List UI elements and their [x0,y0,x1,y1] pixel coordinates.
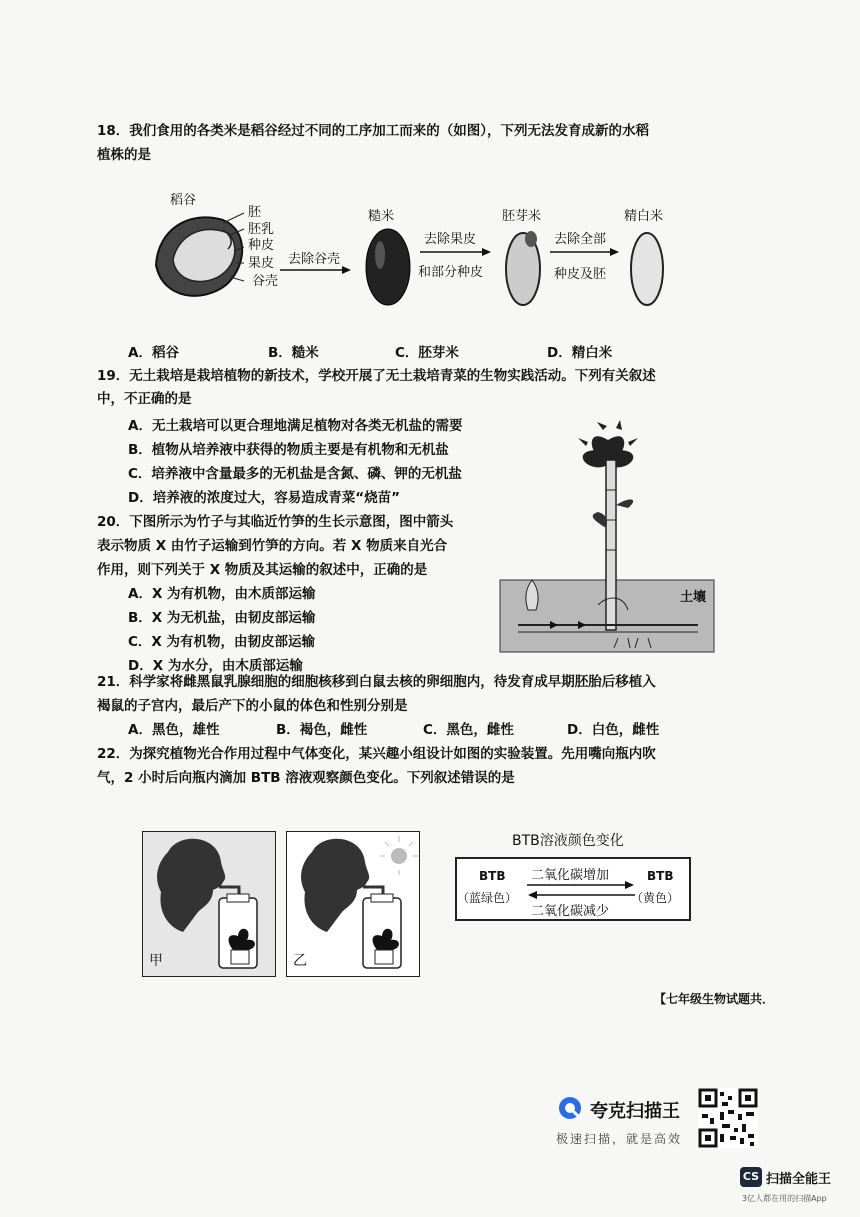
panel-yi [286,831,420,977]
q19-option-a: A．无土栽培可以更合理地满足植物对各类无机盐的需要 [128,418,463,434]
arrow-left-icon [527,891,635,899]
qr-code-icon [698,1088,758,1148]
page-note: 【七年级生物试题共． [654,992,775,1006]
q20-option-d: D．X 为水分，由木质部运输 [128,658,303,674]
arrow-right-icon [527,881,635,889]
panel-yi-label: 乙 [293,953,307,969]
btb-diagram [455,857,691,921]
part-pericarp: 果皮 [248,256,275,271]
q18-option-d: D．精白米 [547,345,613,361]
q20-stem-line1: 20．下图所示为竹子与其临近竹笋的生长示意图，图中箭头 [97,514,454,530]
part-husk: 谷壳 [252,274,279,289]
btb-left-label: BTB [479,869,506,883]
arrow-icon [550,247,620,257]
btb-title: BTB溶液颜色变化 [512,833,624,849]
white-rice-label: 精白米 [624,209,664,224]
q21-option-d: D．白色，雌性 [567,722,660,738]
step2-line2: 和部分种皮 [418,265,484,280]
btb-right-color: （黄色） [631,891,680,905]
part-seed-coat: 种皮 [248,238,275,253]
q21-option-b: B．褐色，雌性 [276,722,368,738]
step3-line2: 种皮及胚 [554,267,607,282]
step3-line1: 去除全部 [554,232,607,247]
q19-option-d: D．培养液的浓度过大，容易造成青菜“烧苗” [128,490,400,506]
q18-option-c: C．胚芽米 [395,345,459,361]
part-embryo: 胚 [248,205,262,220]
step1-label: 去除谷壳 [288,252,341,267]
co2-decrease-label: 二氧化碳减少 [531,904,610,919]
cs-name: 扫描全能王 [766,1172,832,1187]
germ-rice-drawing [498,225,548,310]
part-endosperm: 胚乳 [248,222,275,237]
rice-grain-drawing [148,205,258,305]
q18-stem-line1: 18．我们食用的各类米是稻谷经过不同的工序加工而来的（如图），下列无法发育成新的水稻 [97,123,650,139]
germ-rice-label: 胚芽米 [502,209,542,224]
q20-option-c: C．X 为有机物，由韧皮部运输 [128,634,316,650]
q22-stem-line2: 气，2 小时后向瓶内滴加 BTB 溶液观察颜色变化。下列叙述错误的是 [97,770,515,786]
q21-option-a: A．黑色，雄性 [128,722,220,738]
q21-stem-line2: 褐鼠的子宫内，最后产下的小鼠的体色和性别分别是 [97,698,408,714]
arrow-icon [280,265,352,275]
quark-name: 夸克扫描王 [590,1101,680,1122]
quark-slogan: 极速扫描，就是高效 [556,1132,683,1146]
quark-logo-icon [558,1096,582,1120]
cs-slogan: 3亿人都在用的扫描App [742,1194,827,1203]
co2-increase-label: 二氧化碳增加 [531,868,610,883]
q20-option-b: B．X 为无机盐，由韧皮部运输 [128,610,316,626]
q19-stem-line2: 中，不正确的是 [97,391,192,407]
q20-stem-line3: 作用，则下列关于 X 物质及其运输的叙述中，正确的是 [97,562,428,578]
panel-jia-label: 甲 [149,953,163,969]
q18-option-b: B．糙米 [268,345,319,361]
white-rice-drawing [622,225,672,310]
q22-stem-line1: 22．为探究植物光合作用过程中气体变化，某兴趣小组设计如图的实验装置。先用嘴向瓶内吹 [97,746,656,762]
q18-option-a: A．稻谷 [128,345,179,361]
panel-jia [142,831,276,977]
btb-left-color: （蓝绿色） [457,891,518,905]
q18-stem-line2: 植株的是 [97,147,151,163]
arrow-icon [420,247,492,257]
rice-label: 稻谷 [170,193,197,208]
soil-label: 土壤 [680,590,707,605]
q21-option-c: C．黑色，雌性 [423,722,514,738]
brown-rice-label: 糙米 [368,209,395,224]
q20-option-a: A．X 为有机物，由木质部运输 [128,586,316,602]
q20-stem-line2: 表示物质 X 由竹子运输到竹笋的方向。若 X 物质来自光合 [97,538,448,554]
step2-line1: 去除果皮 [424,232,477,247]
bamboo-figure [498,420,718,655]
cs-logo-icon: CS [740,1167,762,1187]
btb-right-label: BTB [647,869,674,883]
brown-rice-drawing [358,225,418,310]
q21-stem-line1: 21．科学家将雌黑鼠乳腺细胞的细胞核移到白鼠去核的卵细胞内，待发育成早期胚胎后移植入 [97,674,656,690]
q19-option-c: C．培养液中含量最多的无机盐是含氮、磷、钾的无机盐 [128,466,462,482]
q19-stem-line1: 19．无土栽培是栽培植物的新技术，学校开展了无土栽培青菜的生物实践活动。下列有关叙述 [97,368,656,384]
q19-option-b: B．植物从培养液中获得的物质主要是有机物和无机盐 [128,442,449,458]
